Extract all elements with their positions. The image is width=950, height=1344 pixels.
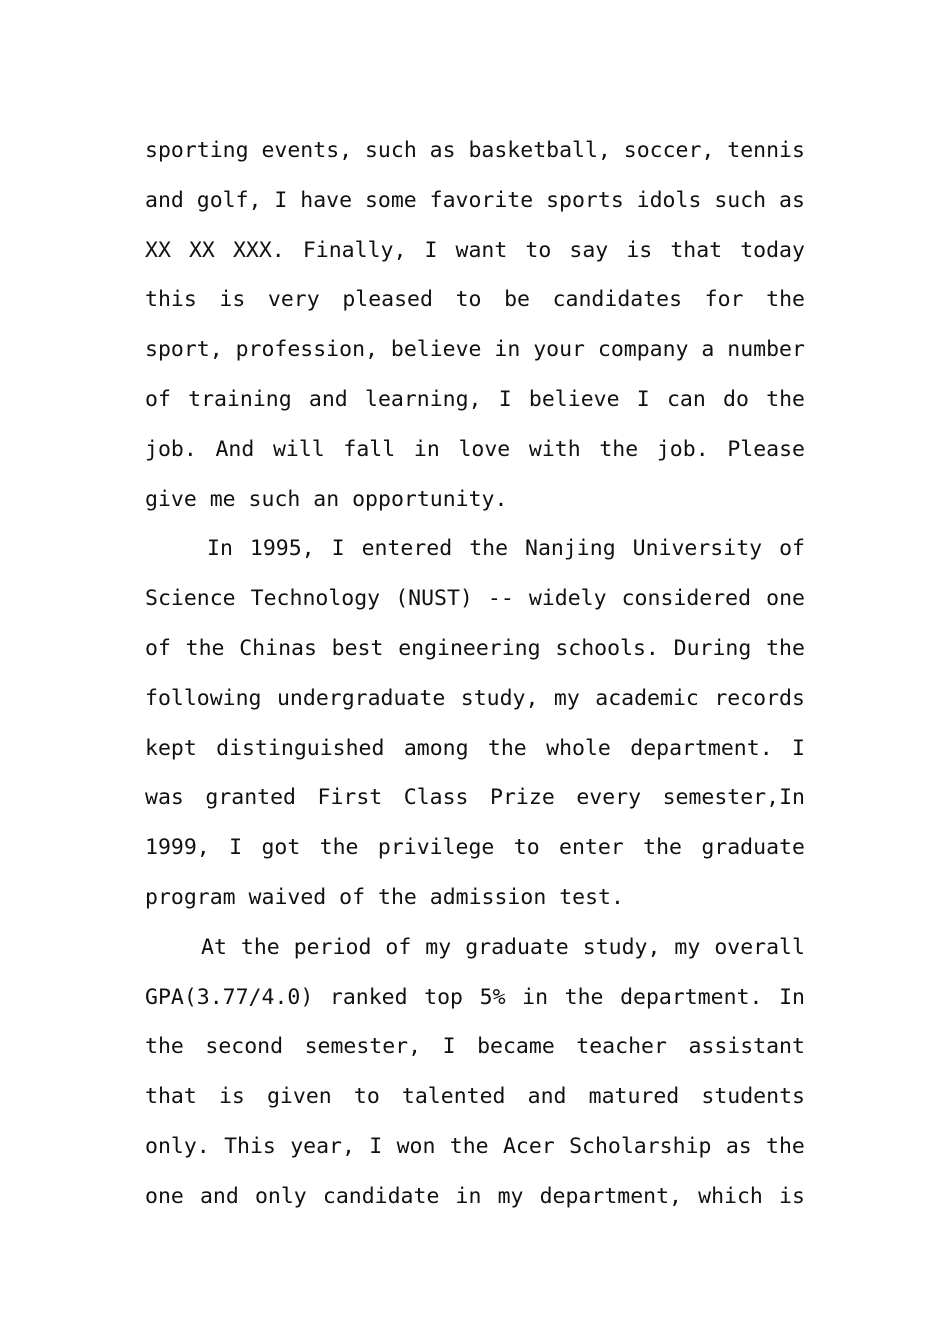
word: was bbox=[145, 785, 184, 811]
word: sporting bbox=[145, 138, 249, 163]
word: my bbox=[553, 685, 580, 711]
word: is bbox=[779, 1183, 805, 1209]
word: my bbox=[674, 934, 701, 960]
word: to bbox=[525, 237, 552, 263]
word: of bbox=[145, 386, 171, 412]
word: study, bbox=[582, 934, 661, 960]
word: the bbox=[449, 1133, 489, 1159]
word: this bbox=[145, 287, 197, 313]
word: got bbox=[261, 835, 301, 861]
word: XX bbox=[188, 237, 215, 263]
word: 1999, bbox=[145, 835, 210, 861]
word: that bbox=[670, 237, 723, 263]
word: and bbox=[308, 386, 348, 412]
word: favorite bbox=[429, 187, 534, 213]
word: such bbox=[714, 187, 767, 213]
word: In bbox=[779, 984, 805, 1010]
word: second bbox=[205, 1034, 284, 1060]
word: Chinas bbox=[239, 635, 317, 661]
word: following bbox=[145, 685, 262, 711]
word: and bbox=[145, 187, 184, 213]
text-line bbox=[145, 773, 805, 823]
word: whole bbox=[546, 735, 611, 761]
word: teacher bbox=[576, 1034, 667, 1060]
word: basketball, bbox=[468, 138, 611, 163]
word: I bbox=[274, 187, 288, 213]
text-line bbox=[145, 325, 805, 375]
word: schools. bbox=[555, 635, 659, 661]
word: I bbox=[229, 835, 243, 861]
word: year, bbox=[290, 1133, 355, 1159]
word: the bbox=[240, 934, 280, 960]
word: of bbox=[779, 536, 805, 562]
word: soccer, bbox=[623, 138, 715, 163]
word: At bbox=[201, 934, 227, 960]
word: training bbox=[188, 386, 292, 412]
text-line bbox=[145, 275, 805, 325]
text-line bbox=[145, 1122, 805, 1172]
word: And bbox=[215, 436, 255, 462]
word: is bbox=[219, 287, 246, 313]
word: some bbox=[364, 187, 417, 213]
text-line bbox=[145, 574, 805, 624]
text-line bbox=[145, 1022, 805, 1072]
text-line bbox=[145, 624, 805, 674]
word: widely bbox=[528, 586, 607, 612]
word: to bbox=[353, 1084, 380, 1110]
word: one bbox=[145, 1183, 184, 1209]
word: students bbox=[701, 1084, 805, 1110]
word: 5% bbox=[479, 984, 506, 1010]
word: candidates bbox=[552, 287, 683, 313]
word: study, bbox=[460, 685, 539, 711]
word: believe bbox=[528, 386, 620, 412]
word: Finally, bbox=[302, 237, 407, 263]
word: love bbox=[458, 436, 511, 462]
text-line bbox=[145, 176, 805, 226]
word: period bbox=[293, 934, 372, 960]
word: can bbox=[666, 386, 706, 412]
word: with bbox=[528, 436, 581, 462]
word: sport, bbox=[145, 337, 223, 363]
word: considered bbox=[621, 586, 752, 612]
word: job. bbox=[656, 436, 709, 462]
word: Prize bbox=[490, 785, 555, 811]
text-line bbox=[145, 226, 805, 276]
word: privilege bbox=[377, 835, 495, 861]
word: want bbox=[455, 237, 508, 263]
word: a bbox=[701, 337, 715, 363]
word: entered bbox=[361, 536, 453, 562]
word: in bbox=[413, 436, 440, 462]
word: I bbox=[369, 1133, 383, 1159]
word: the bbox=[185, 635, 225, 661]
word: number bbox=[727, 337, 805, 363]
word: learning, bbox=[365, 386, 482, 412]
word: one bbox=[766, 586, 805, 612]
word: the bbox=[766, 287, 805, 313]
text-line bbox=[145, 823, 805, 873]
word: for bbox=[704, 287, 744, 313]
word: semester, bbox=[304, 1034, 422, 1060]
word: believe bbox=[390, 337, 482, 363]
word: the bbox=[319, 835, 359, 861]
text-line bbox=[145, 1072, 805, 1122]
document-body bbox=[145, 126, 805, 1222]
word: in bbox=[522, 984, 549, 1010]
word: XX bbox=[145, 237, 171, 263]
word: won bbox=[396, 1133, 436, 1159]
word: which bbox=[698, 1183, 763, 1209]
word: sports bbox=[546, 187, 624, 213]
word: First bbox=[317, 785, 383, 811]
word: the bbox=[599, 436, 639, 462]
word: will bbox=[272, 436, 325, 462]
word: kept bbox=[145, 735, 197, 761]
word: is bbox=[218, 1084, 245, 1110]
word: (NUST) bbox=[395, 586, 473, 612]
word: in bbox=[494, 337, 521, 363]
word: golf, bbox=[196, 187, 262, 213]
word: the bbox=[145, 1034, 184, 1060]
word: candidate bbox=[322, 1183, 440, 1209]
word: my bbox=[425, 934, 452, 960]
word: I bbox=[498, 386, 512, 412]
word: the bbox=[469, 536, 509, 562]
word: -- bbox=[487, 586, 514, 612]
word: that bbox=[145, 1084, 197, 1110]
text-line bbox=[145, 1172, 805, 1222]
text-line bbox=[145, 126, 805, 176]
word: department. bbox=[620, 984, 763, 1010]
word: semester,In bbox=[662, 785, 805, 811]
text-line bbox=[145, 674, 805, 724]
text-line: give me such an opportunity. bbox=[145, 486, 508, 512]
word: During bbox=[673, 635, 752, 661]
word: idols bbox=[636, 187, 702, 213]
word: I bbox=[792, 735, 805, 761]
word: ranked bbox=[329, 984, 408, 1010]
word: pleased bbox=[342, 287, 433, 313]
word: as bbox=[779, 187, 805, 213]
word: department, bbox=[539, 1183, 682, 1209]
word: only. bbox=[145, 1133, 210, 1159]
word: company bbox=[597, 337, 689, 363]
paragraph-first-line bbox=[145, 524, 805, 574]
word: the bbox=[766, 1133, 805, 1159]
word: my bbox=[497, 1183, 524, 1209]
word: XXX. bbox=[232, 237, 285, 263]
word: do bbox=[723, 386, 749, 412]
word: events, bbox=[261, 138, 353, 163]
paragraph-first-line bbox=[145, 923, 805, 973]
word: assistant bbox=[688, 1034, 805, 1060]
word: academic bbox=[595, 685, 699, 711]
word: only bbox=[254, 1183, 307, 1209]
word: very bbox=[267, 287, 320, 313]
word: profession, bbox=[235, 337, 378, 363]
word: be bbox=[504, 287, 530, 313]
word: I bbox=[636, 386, 650, 412]
word: as bbox=[725, 1133, 752, 1159]
word: Class bbox=[403, 785, 469, 811]
word: your bbox=[533, 337, 585, 363]
word: Acer bbox=[502, 1133, 555, 1159]
word: distinguished bbox=[216, 735, 385, 761]
word: tennis bbox=[727, 138, 805, 163]
word: Scholarship bbox=[569, 1133, 712, 1159]
word: is bbox=[626, 237, 653, 263]
word: I bbox=[442, 1034, 456, 1060]
word: undergraduate bbox=[276, 685, 446, 711]
word: graduate bbox=[701, 835, 805, 861]
word: to bbox=[455, 287, 482, 313]
word: I bbox=[424, 237, 438, 263]
text-line bbox=[145, 724, 805, 774]
word: among bbox=[403, 735, 469, 761]
word: I bbox=[331, 536, 345, 562]
word: granted bbox=[205, 785, 296, 811]
word: matured bbox=[588, 1084, 680, 1110]
word: of bbox=[385, 934, 412, 960]
word: Nanjing bbox=[525, 536, 616, 562]
text-line bbox=[145, 973, 805, 1023]
word: best bbox=[331, 635, 384, 661]
word: Technology bbox=[250, 586, 381, 612]
word: every bbox=[576, 785, 642, 811]
word: In bbox=[207, 536, 233, 562]
word: department. bbox=[630, 735, 773, 761]
word: given bbox=[266, 1084, 332, 1110]
word: such bbox=[364, 138, 417, 163]
word: overall bbox=[714, 934, 805, 960]
word: GPA(3.77/4.0) bbox=[145, 984, 314, 1010]
word: engineering bbox=[398, 635, 541, 661]
text-line bbox=[145, 425, 805, 475]
word: of bbox=[145, 635, 171, 661]
word: and bbox=[199, 1183, 239, 1209]
word: the bbox=[766, 386, 805, 412]
word: This bbox=[224, 1133, 276, 1159]
word: records bbox=[714, 685, 805, 711]
word: 1995, bbox=[249, 536, 315, 562]
word: Science bbox=[145, 586, 236, 612]
text-line: program waived of the admission test. bbox=[145, 884, 624, 910]
word: became bbox=[477, 1034, 555, 1060]
word: to bbox=[513, 835, 540, 861]
word: talented bbox=[401, 1084, 506, 1110]
word: in bbox=[455, 1183, 482, 1209]
word: the bbox=[564, 984, 604, 1010]
word: graduate bbox=[465, 934, 569, 960]
word: and bbox=[527, 1084, 567, 1110]
word: the bbox=[766, 635, 805, 661]
word: today bbox=[740, 237, 805, 263]
word: top bbox=[424, 984, 464, 1010]
word: the bbox=[643, 835, 682, 861]
word: fall bbox=[343, 436, 396, 462]
word: the bbox=[487, 735, 527, 761]
text-line bbox=[145, 375, 805, 425]
word: say bbox=[569, 237, 609, 263]
word: have bbox=[300, 187, 353, 213]
word: University bbox=[632, 536, 763, 562]
word: as bbox=[429, 138, 456, 163]
word: job. bbox=[145, 436, 197, 462]
word: Please bbox=[727, 436, 805, 462]
word: enter bbox=[559, 835, 624, 861]
